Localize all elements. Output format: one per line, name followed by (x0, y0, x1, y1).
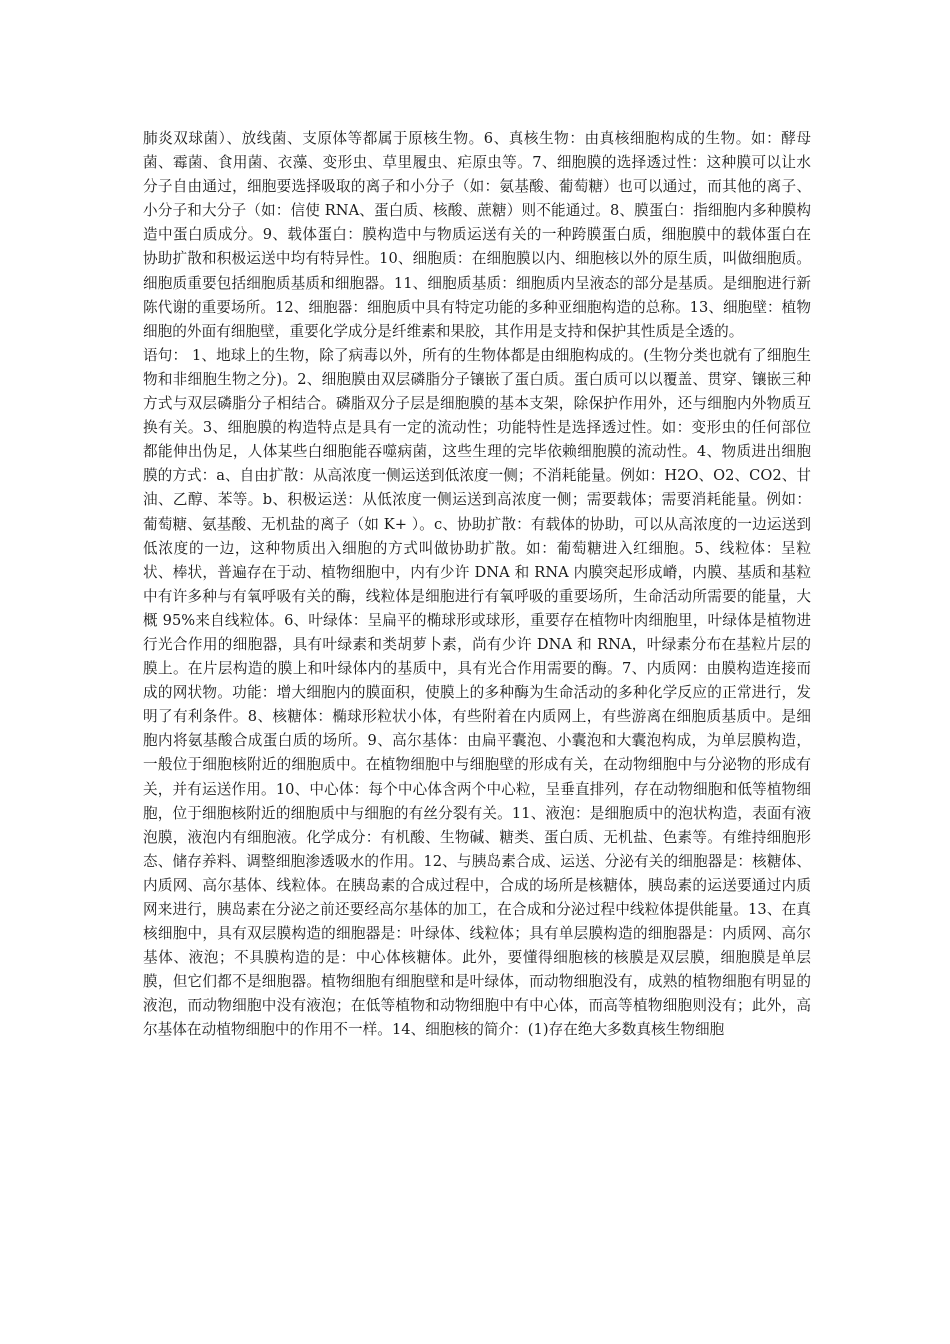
document-page (143, 127, 811, 1043)
body-paragraph-statements: 语句： 1、地球上的生物，除了病毒以外，所有的生物体都是由细胞构成的。(生物分类也就有了细胞生物和非细胞生物之分)。2、细胞膜由双层磷脂分子镶嵌了蛋白质。蛋白质可以以覆盖、贯穿、镶嵌三种方式与双层磷脂分子相结合。磷脂双分子层是细胞膜的基本支架，除保护作用外，还与细胞内外物质互换有关。3、细胞膜的构造特点是具有一定的流动性；功能特性是选择透过性。如：变形虫的任何部位都能伸出伪足，人体某些白细胞能吞噬病菌，这些生理的完毕依赖细胞膜的流动性。4、物质进出细胞膜的方式：a、自由扩散：从高浓度一侧运送到低浓度一侧；不消耗能量。例如：H2O、O2、CO2、甘油、乙醇、苯等。b、积极运送：从低浓度一侧运送到高浓度一侧；需要载体；需要消耗能量。例如：葡萄糖、氨基酸、无机盐的离子（如 K+ ）。c、协助扩散：有载体的协助，可以从高浓度的一边运送到低浓度的一边，这种物质出入细胞的方式叫做协助扩散。如：葡萄糖进入红细胞。5、线粒体：呈粒状、棒状，普遍存在于动、植物细胞中，内有少许 DNA 和 RNA 内膜突起形成嵴，内膜、基质和基粒中有许多种与有氧呼吸有关的酶，线粒体是细胞进行有氧呼吸的重要场所，生命活动所需要的能量，大概 95%来自线粒体。6、叶绿体：呈扁平的椭球形或球形，重要存在植物叶肉细胞里，叶绿体是植物进行光合作用的细胞器，具有叶绿素和类胡萝卜素，尚有少许 DNA 和 RNA，叶绿素分布在基粒片层的膜上。在片层构造的膜上和叶绿体内的基质中，具有光合作用需要的酶。7、内质网：由膜构造连接而成的网状物。功能：增大细胞内的膜面积，使膜上的多种酶为生命活动的多种化学反应的正常进行，发明了有利条件。8、核糖体：椭球形粒状小体，有些附着在内质网上，有些游离在细胞质基质中。是细胞内将氨基酸合成蛋白质的场所。9、高尔基体：由扁平囊泡、小囊泡和大囊泡构成，为单层膜构造，一般位于细胞核附近的细胞质中。在植物细胞中与细胞壁的形成有关，在动物细胞中与分泌物的形成有关，并有运送作用。10、中心体：每个中心体含两个中心粒，呈垂直排列，存在动物细胞和低等植物细胞，位于细胞核附近的细胞质中与细胞的有丝分裂有关。11、液泡：是细胞质中的泡状构造，表面有液泡膜，液泡内有细胞液。化学成分：有机酸、生物碱、糖类、蛋白质、无机盐、色素等。有维持细胞形态、储存养料、调整细胞渗透吸水的作用。12、与胰岛素合成、运送、分泌有关的细胞器是：核糖体、内质网、高尔基体、线粒体。在胰岛素的合成过程中，合成的场所是核糖体，胰岛素的运送要通过内质网来进行，胰岛素在分泌之前还要经高尔基体的加工，在合成和分泌过程中线粒体提供能量。13、在真核细胞中，具有双层膜构造的细胞器是：叶绿体、线粒体；具有单层膜构造的细胞器是：内质网、高尔基体、液泡；不具膜构造的是：中心体核糖体。此外，要懂得细胞核的核膜是双层膜，细胞膜是单层膜，但它们都不是细胞器。植物细胞有细胞壁和是叶绿体，而动物细胞没有，成熟的植物细胞有明显的液泡，而动物细胞中没有液泡；在低等植物和动物细胞中有中心体，而高等植物细胞则没有；此外，高尔基体在动植物细胞中的作用不一样。14、细胞核的简介：(1)存在绝大多数真核生物细胞 (143, 346, 811, 1039)
body-paragraph-definitions: 肺炎双球菌）、放线菌、支原体等都属于原核生物。6、真核生物：由真核细胞构成的生物。如：酵母菌、霉菌、食用菌、衣藻、变形虫、草里履虫、疟原虫等。7、细胞膜的选择透过性：这种膜可以让水分子自由通过，细胞要选择吸取的离子和小分子（如：氨基酸、葡萄糖）也可以通过，而其他的离子、小分子和大分子（如：信使 RNA、蛋白质、核酸、蔗糖）则不能通过。8、膜蛋白：指细胞内多种膜构造中蛋白质成分。9、载体蛋白：膜构造中与物质运送有关的一种跨膜蛋白质，细胞膜中的载体蛋白在协助扩散和积极运送中均有特异性。10、细胞质：在细胞膜以内、细胞核以外的原生质，叫做细胞质。细胞质重要包括细胞质基质和细胞器。11、细胞质基质：细胞质内呈液态的部分是基质。是细胞进行新陈代谢的重要场所。12、细胞器：细胞质中具有特定功能的多种亚细胞构造的总称。13、细胞壁：植物细胞的外面有细胞壁，重要化学成分是纤维素和果胶，其作用是支持和保护其性质是全透的。 (143, 130, 811, 340)
